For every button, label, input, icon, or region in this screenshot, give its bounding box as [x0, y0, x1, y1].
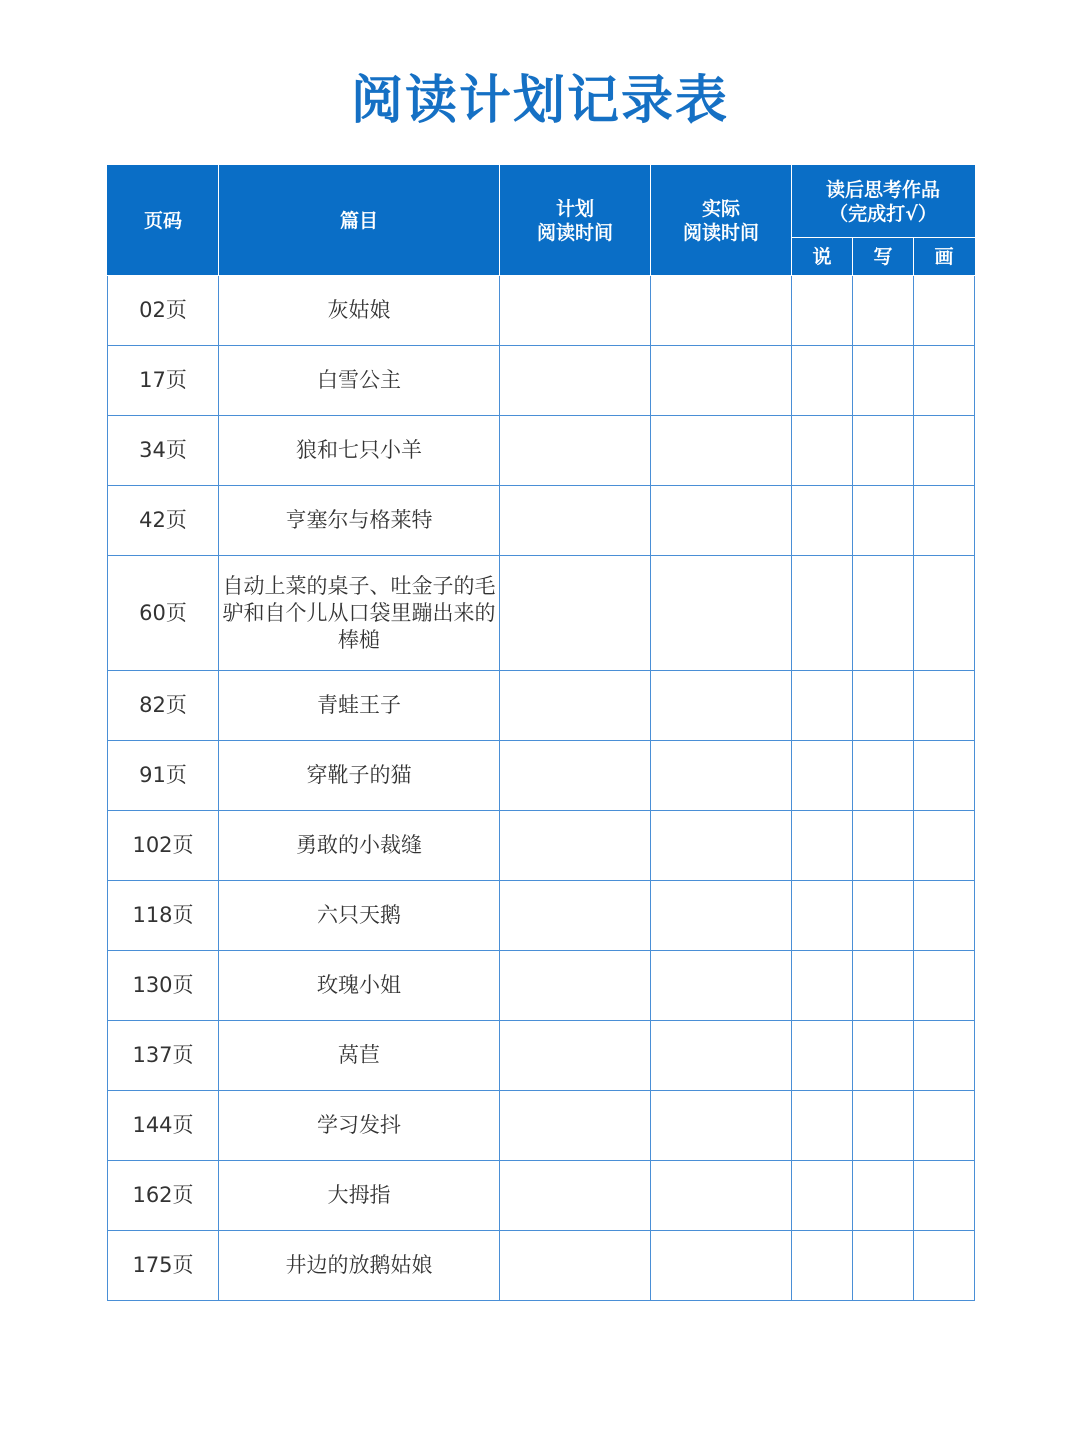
actual-time-cell[interactable] — [651, 346, 792, 416]
header-chapter: 篇目 — [219, 166, 500, 276]
write-check-cell[interactable] — [853, 276, 914, 346]
actual-time-cell[interactable] — [651, 276, 792, 346]
chapter-cell: 勇敢的小裁缝 — [219, 811, 500, 881]
table-row — [108, 1021, 975, 1091]
speak-check-cell[interactable] — [792, 741, 853, 811]
write-check-cell[interactable] — [853, 1021, 914, 1091]
table-row — [108, 1231, 975, 1301]
write-check-cell[interactable] — [853, 671, 914, 741]
plan-time-cell[interactable] — [500, 951, 651, 1021]
plan-time-cell[interactable] — [500, 556, 651, 671]
write-check-cell[interactable] — [853, 741, 914, 811]
header-page: 页码 — [108, 166, 219, 276]
draw-check-cell[interactable] — [914, 346, 975, 416]
plan-time-cell[interactable] — [500, 346, 651, 416]
page-cell: 34页 — [108, 416, 219, 486]
header-write: 写 — [853, 238, 914, 276]
plan-time-cell[interactable] — [500, 881, 651, 951]
write-check-cell[interactable] — [853, 811, 914, 881]
page-cell: 02页 — [108, 276, 219, 346]
actual-time-cell[interactable] — [651, 741, 792, 811]
draw-check-cell[interactable] — [914, 1021, 975, 1091]
actual-time-cell[interactable] — [651, 1021, 792, 1091]
speak-check-cell[interactable] — [792, 1091, 853, 1161]
chapter-cell: 狼和七只小羊 — [219, 416, 500, 486]
chapter-cell: 学习发抖 — [219, 1091, 500, 1161]
chapter-cell: 玫瑰小姐 — [219, 951, 500, 1021]
page-cell: 82页 — [108, 671, 219, 741]
plan-time-cell[interactable] — [500, 741, 651, 811]
actual-time-cell[interactable] — [651, 881, 792, 951]
table-row — [108, 556, 975, 671]
write-check-cell[interactable] — [853, 1091, 914, 1161]
plan-time-cell[interactable] — [500, 276, 651, 346]
table-row — [108, 346, 975, 416]
draw-check-cell[interactable] — [914, 1161, 975, 1231]
speak-check-cell[interactable] — [792, 951, 853, 1021]
actual-time-cell[interactable] — [651, 811, 792, 881]
page-cell: 42页 — [108, 486, 219, 556]
draw-check-cell[interactable] — [914, 881, 975, 951]
chapter-cell: 穿靴子的猫 — [219, 741, 500, 811]
page-cell: 137页 — [108, 1021, 219, 1091]
plan-time-cell[interactable] — [500, 1231, 651, 1301]
header-works-line1: 读后思考作品 — [826, 178, 941, 201]
table-row — [108, 951, 975, 1021]
draw-check-cell[interactable] — [914, 811, 975, 881]
table-row — [108, 276, 975, 346]
chapter-cell: 白雪公主 — [219, 346, 500, 416]
draw-check-cell[interactable] — [914, 1091, 975, 1161]
draw-check-cell[interactable] — [914, 276, 975, 346]
chapter-cell: 六只天鹅 — [219, 881, 500, 951]
draw-check-cell[interactable] — [914, 416, 975, 486]
actual-time-cell[interactable] — [651, 1231, 792, 1301]
actual-time-cell[interactable] — [651, 486, 792, 556]
speak-check-cell[interactable] — [792, 276, 853, 346]
chapter-cell: 亨塞尔与格莱特 — [219, 486, 500, 556]
speak-check-cell[interactable] — [792, 346, 853, 416]
header-plan-time-line1: 计划 — [555, 197, 594, 220]
header-draw: 画 — [914, 238, 975, 276]
speak-check-cell[interactable] — [792, 671, 853, 741]
chapter-cell: 莴苣 — [219, 1021, 500, 1091]
draw-check-cell[interactable] — [914, 671, 975, 741]
page-cell: 102页 — [108, 811, 219, 881]
header-plan-time — [500, 166, 651, 276]
page-cell: 91页 — [108, 741, 219, 811]
draw-check-cell[interactable] — [914, 951, 975, 1021]
page-cell: 130页 — [108, 951, 219, 1021]
page-cell: 17页 — [108, 346, 219, 416]
chapter-cell: 灰姑娘 — [219, 276, 500, 346]
write-check-cell[interactable] — [853, 951, 914, 1021]
table-row — [108, 741, 975, 811]
actual-time-cell[interactable] — [651, 556, 792, 671]
write-check-cell[interactable] — [853, 1161, 914, 1231]
speak-check-cell[interactable] — [792, 556, 853, 671]
table-body — [108, 276, 975, 1301]
table-row — [108, 1091, 975, 1161]
speak-check-cell[interactable] — [792, 881, 853, 951]
actual-time-cell[interactable] — [651, 1161, 792, 1231]
write-check-cell[interactable] — [853, 416, 914, 486]
header-actual-time-line1: 实际 — [701, 197, 740, 220]
write-check-cell[interactable] — [853, 486, 914, 556]
reading-plan-table — [107, 165, 975, 1301]
plan-time-cell[interactable] — [500, 416, 651, 486]
plan-time-cell[interactable] — [500, 1161, 651, 1231]
plan-time-cell[interactable] — [500, 811, 651, 881]
actual-time-cell[interactable] — [651, 951, 792, 1021]
header-actual-time-line2: 阅读时间 — [682, 221, 759, 244]
actual-time-cell[interactable] — [651, 1091, 792, 1161]
page-cell: 162页 — [108, 1161, 219, 1231]
plan-time-cell[interactable] — [500, 671, 651, 741]
table-row — [108, 1161, 975, 1231]
table-row — [108, 881, 975, 951]
table-row — [108, 671, 975, 741]
actual-time-cell[interactable] — [651, 671, 792, 741]
chapter-cell: 青蛙王子 — [219, 671, 500, 741]
draw-check-cell[interactable] — [914, 486, 975, 556]
chapter-cell: 井边的放鹅姑娘 — [219, 1231, 500, 1301]
draw-check-cell[interactable] — [914, 741, 975, 811]
speak-check-cell[interactable] — [792, 486, 853, 556]
draw-check-cell[interactable] — [914, 556, 975, 671]
header-works — [792, 166, 975, 238]
write-check-cell[interactable] — [853, 556, 914, 671]
write-check-cell[interactable] — [853, 346, 914, 416]
chapter-cell: 大拇指 — [219, 1161, 500, 1231]
speak-check-cell[interactable] — [792, 1021, 853, 1091]
chapter-cell: 自动上菜的桌子、吐金子的毛驴和自个儿从口袋里蹦出来的棒槌 — [219, 556, 500, 671]
header-plan-time-line2: 阅读时间 — [536, 221, 613, 244]
header-works-line2: （完成打√） — [829, 202, 937, 225]
plan-time-cell[interactable] — [500, 1021, 651, 1091]
actual-time-cell[interactable] — [651, 416, 792, 486]
header-speak: 说 — [792, 238, 853, 276]
speak-check-cell[interactable] — [792, 811, 853, 881]
page-cell: 144页 — [108, 1091, 219, 1161]
plan-time-cell[interactable] — [500, 1091, 651, 1161]
speak-check-cell[interactable] — [792, 1161, 853, 1231]
table-row — [108, 811, 975, 881]
write-check-cell[interactable] — [853, 881, 914, 951]
page-cell: 60页 — [108, 556, 219, 671]
draw-check-cell[interactable] — [914, 1231, 975, 1301]
write-check-cell[interactable] — [853, 1231, 914, 1301]
table-row — [108, 486, 975, 556]
speak-check-cell[interactable] — [792, 1231, 853, 1301]
page-cell: 118页 — [108, 881, 219, 951]
speak-check-cell[interactable] — [792, 416, 853, 486]
page-title: 阅读计划记录表 — [350, 71, 729, 131]
header-actual-time — [651, 166, 792, 276]
plan-time-cell[interactable] — [500, 486, 651, 556]
table-row — [108, 416, 975, 486]
page-cell: 175页 — [108, 1231, 219, 1301]
